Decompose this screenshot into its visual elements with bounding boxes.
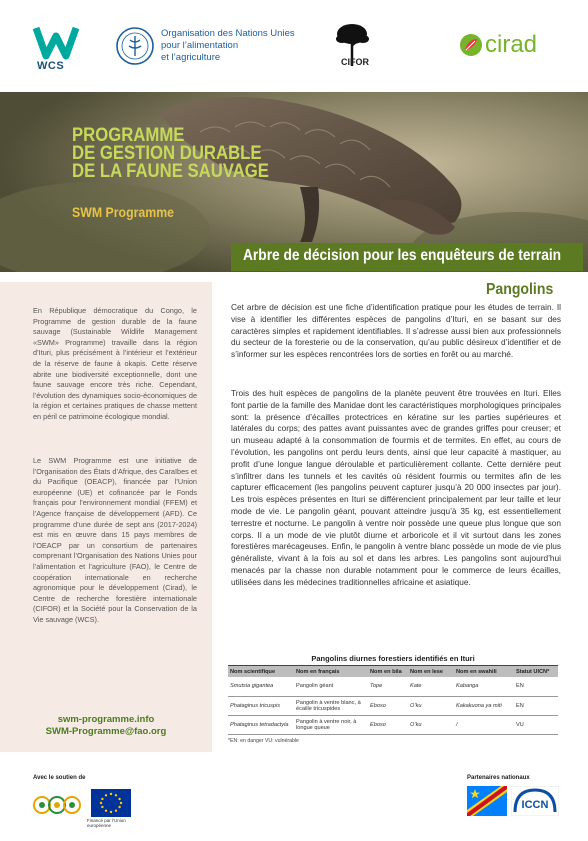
table-header-cell: Nom en swahili xyxy=(454,666,514,677)
eu-caption: Financé par l’Union européenne xyxy=(87,818,126,828)
table-cell: Pangolin géant xyxy=(294,677,368,696)
table-header-cell: Nom en français xyxy=(294,666,368,677)
table-cell: Tope xyxy=(368,677,408,696)
table-cell: EN xyxy=(514,677,558,696)
table-row xyxy=(228,696,558,715)
eu-flag-icon xyxy=(91,789,131,817)
table-header-row xyxy=(228,666,558,677)
email-link[interactable]: SWM-Programme@fao.org xyxy=(45,726,167,737)
table-cell: O’ku xyxy=(408,696,454,715)
table-cell: / xyxy=(454,715,514,734)
sidebar-paragraph-2: Le SWM Programme est une initiative de l’Organisation des États d’Afrique, des Caraïbes et du Pacifique (OEACP), financée par l’Union européenne (UE) et cofinancée par le Fonds français pour l’environnement mondial (FFEM) et l’Agence française de développement (AFD). Ce programme d’une durée de sept ans (2017-2024) est mis en œuvre dans 15 pays membres de l’OEACP par un consortium de partenaires comprenant l’Organisation des Nations Unies pour l’alimentation et l’agriculture (FAO), le Centre de coopération internationale en recherche agronomique pour le développement (Cirad), le Centre de recherche forestière internationale (CIFOR) et la Société pour la Conservation de la Vie sauvage (WCS). xyxy=(33,456,197,624)
program-subtitle: SWM Programme xyxy=(72,204,175,220)
table-cell: O’ku xyxy=(408,715,454,734)
body-paragraph: Trois des huit espèces de pangolins de la planète peuvent être trouvées en Ituri. Elles font partie de la famille des Manidae dont les caractéristiques morphologiques principales sont: la présence d’écailles protectrices en kératine sur les parties supérieures et latérales du corps; des pattes avant puissantes avec de grandes griffes pour creuser; et un museau adapté à la consommation de fourmis et de termites. En effet, au cours de l’évolution, les pangolins ont perdu leurs dents, ainsi que leur capacité à mastiquer, au profit d’une longue langue déroulable et particulièrement collante. Cette dernière peut s’infiltrer dans les tunnels et les cavités où résident fourmis ou termites afin de les capturer efficacement (les pangolins peuvent capturer jusqu’à 20 000 insectes par jour). Les trois espèces présentes en Ituri se différencient principalement par leur taille et leur mode de vie. Le pangolin géant, pouvant atteindre jusqu’à 35 kg, est essentiellement terrestre et nocturne. Le pangolin à ventre noir possède une queue plus longue que son corps. Il a un mode de vie plutôt diurne et arboricole et il vit surtout dans les zones forestières marécageuses. Enfin, le pangolin à ventre blanc possède un mode de vie plus généraliste, vivant à la fois au sol et dans les arbres. Les pangolins sont aujourd’hui menacés par la chasse non durable notamment pour le commerce de leurs écailles, utilisées dans les médecines traditionnelles africaine et asiatique. xyxy=(231,388,561,587)
table-cell: Smutsia gigantea xyxy=(228,677,294,696)
table-cell: VU xyxy=(514,715,558,734)
cirad-label: cirad xyxy=(485,31,538,58)
program-title-line1: PROGRAMME xyxy=(72,125,185,146)
fao-name-line3: et l’agriculture xyxy=(161,52,221,63)
iccn-logo-icon xyxy=(511,786,559,816)
table-header-cell: Nom en bila xyxy=(368,666,408,677)
fao-name-line1: Organisation des Nations Unies xyxy=(161,28,295,39)
cirad-leaf-icon xyxy=(459,33,483,57)
oeacp-logo-icon xyxy=(33,790,81,820)
national-partners-label: Partenaires nationaux xyxy=(467,775,530,781)
sidebar-paragraph-1: En République démocratique du Congo, le Programme de gestion durable de la faune sauvage (Sustainable Wildlife Management «SWM» Programme) travaille dans la région d’Ituri, plus précisément à l’intérieur et l’extérieur de la réserve de faune à okapis. Cette réserve abrite une biodiversité exceptionnelle, dont une faune sauvage encore très riche. Cependant, l’évolution des dynamiques socio-économiques de la région et certaines pratiques de chasse mettent en péril ce patrimoine écologique mondial. xyxy=(33,306,197,421)
table-title: Pangolins diurnes forestiers identifiés en Ituri xyxy=(228,654,558,666)
table-cell: Kate xyxy=(408,677,454,696)
table-header-cell: Nom en lese xyxy=(408,666,454,677)
table-header-cell: Statut UICN* xyxy=(514,666,558,677)
table-cell: Phataginus tricuspis xyxy=(228,696,294,715)
table-row xyxy=(228,677,558,696)
table-header-cell: Nom scientifique xyxy=(228,666,294,677)
cifor-label: CIFOR xyxy=(341,57,369,67)
table-cell: Eboso xyxy=(368,696,408,715)
website-link[interactable]: swm-programme.info xyxy=(57,714,155,725)
table-cell: Kakakuona ya miti xyxy=(454,696,514,715)
wcs-label: WCS xyxy=(37,60,65,72)
page-title: Arbre de décision pour les enquêteurs de terrain xyxy=(243,247,562,264)
species-table-grid xyxy=(228,666,558,735)
table-cell: Kabanga xyxy=(454,677,514,696)
table-cell: Eboso xyxy=(368,715,408,734)
table-footnote: *EN: en danger VU: vulnérable xyxy=(228,737,299,744)
left-sidebar xyxy=(0,282,212,752)
fao-name xyxy=(161,28,341,64)
svg-text:ICCN: ICCN xyxy=(521,799,549,811)
fao-name-line2: pour l’alimentation xyxy=(161,40,239,51)
subject-heading: Pangolins xyxy=(486,281,554,298)
fao-emblem-icon xyxy=(115,26,155,66)
intro-paragraph: Cet arbre de décision est une fiche d’identification pratique pour les études de terrain. Il vise à identifier les différentes espèces de pangolins d’Ituri, en se basant sur des caractères simples et rapidement identifiables. Il s’adresse aussi bien aux professionnels du secteur de la foresterie ou de la conservation, qu’au public désireux d’identifier et de s’informer sur les espèces rencontrées lors de sorties en forêt ou au marché. xyxy=(231,302,561,360)
table-cell: Pangolin à ventre noir, à longue queue xyxy=(294,715,368,734)
program-title-line3: DE LA FAUNE SAUVAGE xyxy=(72,161,269,182)
table-row xyxy=(228,715,558,734)
table-cell: Phataginus tetradactyla xyxy=(228,715,294,734)
title-banner xyxy=(231,243,583,271)
support-label: Avec le soutien de xyxy=(33,775,86,781)
program-title-line2: DE GESTION DURABLE xyxy=(72,143,262,164)
table-cell: EN xyxy=(514,696,558,715)
drc-flag-icon xyxy=(467,786,507,816)
species-table xyxy=(228,654,558,744)
table-cell: Pangolin à ventre blanc, à écaille tricuspides xyxy=(294,696,368,715)
logo-bar xyxy=(0,0,588,92)
